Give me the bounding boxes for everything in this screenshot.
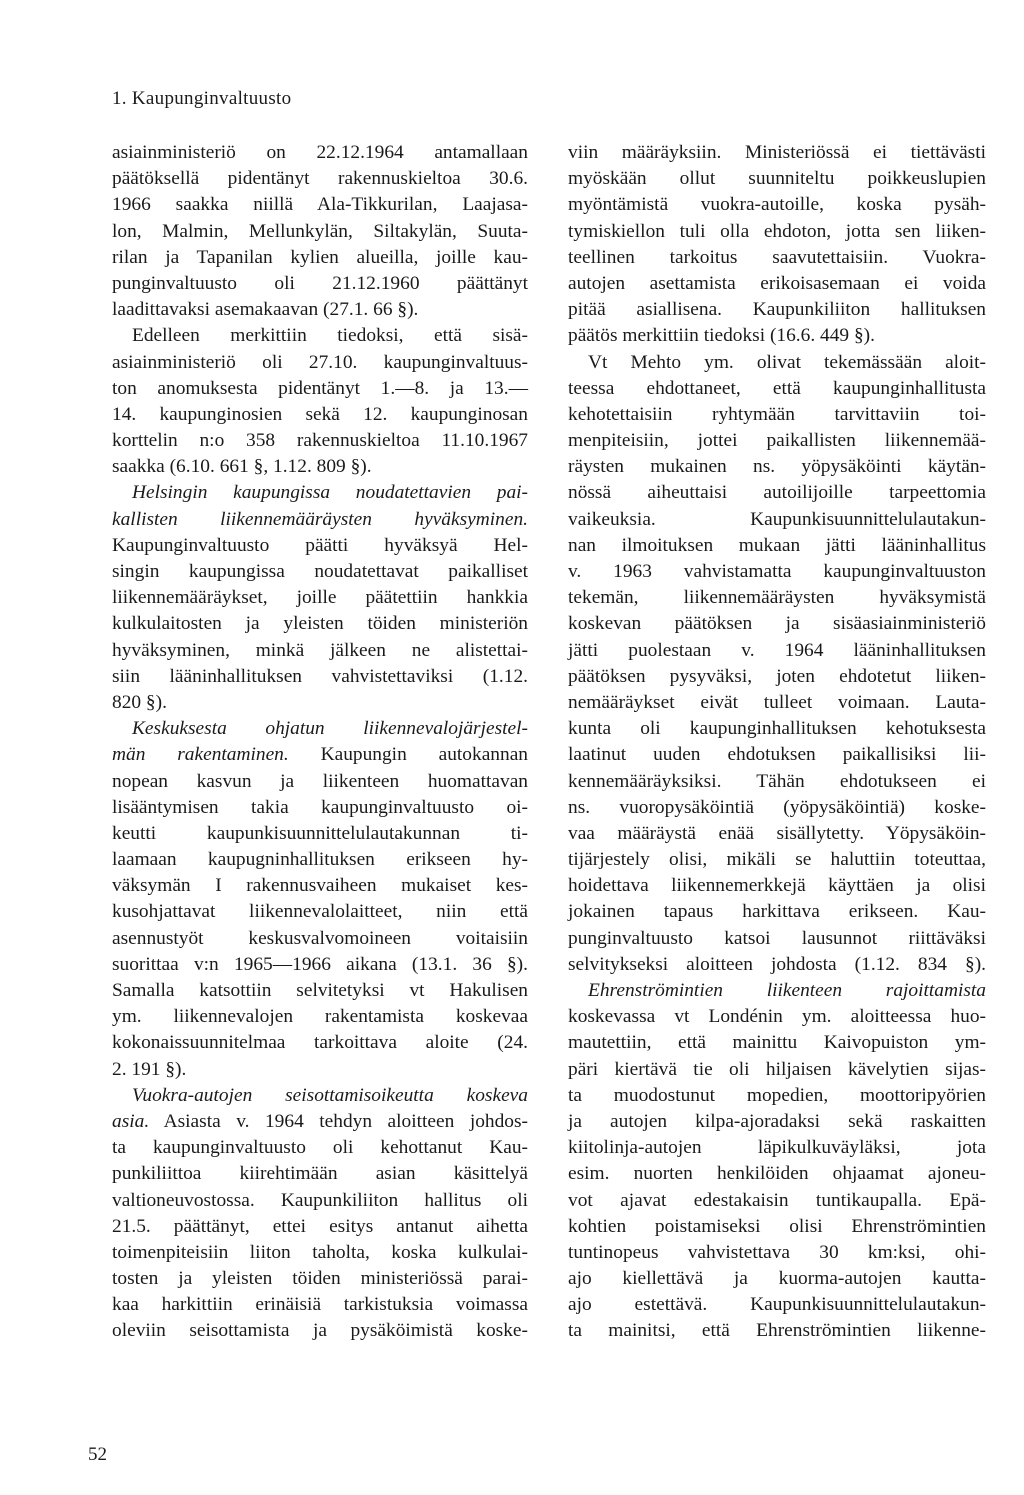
text-line: nopean kasvun ja liikenteen huomattavan — [112, 770, 528, 792]
text-line: ns. vuoropysäköintiä (yöpysäköintiä) koske- — [568, 796, 986, 818]
text-line: Helsingin kaupungissa noudatettavien pai- — [132, 482, 528, 504]
text-line: myöskään ollut suunniteltu poikkeuslupien — [568, 168, 986, 190]
text-line: punginvaltuusto katsoi lausunnot riittäväksi — [568, 927, 986, 949]
text-line: päätös merkittiin tiedoksi (16.6. 449 §). — [568, 325, 875, 347]
text-line: tuntinopeus vahvistettava 30 km:ksi, ohi- — [568, 1241, 986, 1263]
text-line: Kaupunginvaltuusto päätti hyväksyä Hel- — [112, 534, 528, 556]
text-line: saakka (6.10. 661 §, 1.12. 809 §). — [112, 456, 372, 478]
text-line: Ehrenströmintien liikenteen rajoittamista — [588, 980, 986, 1001]
text-line: laadittavaksi asemakaavan (27.1. 66 §). — [112, 299, 419, 321]
text-line: autojen asettamista erikoisasemaan ei voida — [568, 272, 986, 294]
text-line: laamaan kaupugninhallituksen erikseen hy- — [112, 849, 528, 871]
text-line: suorittaa v:n 1965—1966 aikana (13.1. 36 §). — [112, 953, 528, 975]
text-line: Edelleen merkittiin tiedoksi, että sisä- — [132, 325, 528, 347]
text-line: korttelin n:o 358 rakennuskieltoa 11.10.1967 — [112, 430, 528, 452]
text-line: teellinen tarkoitus saavutettaisiin. Vuokra- — [568, 246, 986, 268]
text-line: tymiskiellon tuli olla ehdoton, jotta sen liiken- — [568, 220, 986, 242]
text-line — [112, 742, 528, 768]
text-line: liikennemääräykset, joille päätettiin hankkia — [112, 587, 528, 609]
text-line: kehotettaisiin ryhtymään tarvittaviin toi- — [568, 403, 986, 425]
text-line: nössä aiheuttaisi autoilijoille tarpeettomia — [568, 482, 986, 504]
text-line: 14. kaupunginosien sekä 12. kaupunginosan — [112, 403, 528, 425]
text-line: ja autojen kilpa-ajoradaksi sekä raskaitten — [568, 1110, 986, 1132]
text-line: Samalla katsottiin selvitetyksi vt Hakulisen — [112, 980, 528, 1001]
text-line: ta mainitsi, että Ehrenströmintien liikenne- — [568, 1320, 986, 1342]
text-line: lisääntymisen takia kaupunginvaltuusto oi- — [112, 796, 528, 818]
text-line: asiainministeriö oli 27.10. kaupunginvaltuus- — [112, 351, 528, 373]
italic-heading: asia. — [112, 1110, 150, 1132]
text-line: kiitolinja-autojen läpikulkuväyläksi, jota — [568, 1137, 986, 1159]
text-line: jokainen tapaus harkittava erikseen. Kau- — [568, 901, 986, 923]
text-line: teessa ehdottaneet, että kaupunginhallitusta — [568, 377, 986, 399]
text-line: ym. liikennevalojen rakentamista koskevaa — [112, 1006, 528, 1028]
text-line: ajo kiellettävä ja kuorma-autojen kautta- — [568, 1268, 986, 1290]
text-line: kusohjattavat liikennevalolaitteet, niin että — [112, 901, 528, 923]
text-line: räysten mukainen ns. yöpysäköinti käytän- — [568, 456, 986, 478]
text-line: vot ajavat edestakaisin tuntikaupalla. Epä- — [568, 1189, 986, 1211]
text-line: punginvaltuusto oli 21.12.1960 päättänyt — [112, 272, 528, 294]
text-line: 820 §). — [112, 691, 167, 713]
text-line: hoidettava liikennemerkkejä käyttäen ja olisi — [568, 875, 986, 897]
text-line: Vt Mehto ym. olivat tekemässään aloit- — [588, 351, 986, 373]
line-continuation: Kaupungin autokannan — [288, 744, 528, 766]
text-line: valtioneuvostossa. Kaupunkiliiton hallitus oli — [112, 1189, 528, 1211]
italic-heading: män rakentaminen. — [112, 744, 289, 766]
text-line: mautettiin, että mainittu Kaivopuiston ym- — [568, 1032, 986, 1054]
text-line: tijärjestely olisi, mikäli se haluttiin toteuttaa, — [568, 849, 986, 871]
text-line: pitää asiallisena. Kaupunkiliiton hallituksen — [568, 299, 986, 321]
text-line: keutti kaupunkisuunnittelulautakunnan ti- — [112, 822, 528, 844]
text-line: oleviin seisottamista ja pysäköimistä koske- — [112, 1320, 528, 1342]
text-line: siin lääninhallituksen vahvistettaviksi (1.12. — [112, 665, 528, 687]
text-line: päätöksellä pidentänyt rakennuskieltoa 30.6. — [112, 168, 528, 190]
text-line: kohtien poistamiseksi olisi Ehrenströmintien — [568, 1215, 986, 1237]
text-line: selvitykseksi aloitteen johdosta (1.12. 834 §). — [568, 953, 986, 975]
text-line: koskevassa vt Londénin ym. aloitteessa huo- — [568, 1006, 986, 1028]
line-continuation: Asiasta v. 1964 tehdyn aloitteen johdos- — [149, 1110, 528, 1132]
text-line: vaikeuksia. Kaupunkisuunnittelulautakun- — [568, 508, 986, 530]
text-line: kunta oli kaupunginhallituksen kehotuksesta — [568, 718, 986, 740]
text-line: ajo estettävä. Kaupunkisuunnittelulautakun- — [568, 1294, 986, 1316]
text-line: kaa harkittiin erinäisiä tarkistuksia voimassa — [112, 1294, 528, 1316]
text-line: väksymän I rakennusvaiheen mukaiset kes- — [112, 875, 528, 897]
text-line: singin kaupungissa noudatettavat paikalliset — [112, 561, 528, 582]
text-line: laatinut uuden ehdotuksen paikallisiksi lii- — [568, 744, 986, 766]
text-line: myöntämistä vuokra-autoille, koska pysäh- — [568, 194, 986, 216]
right-column — [568, 140, 986, 1345]
text-line: esim. nuorten henkilöiden ohjaamat ajoneu- — [568, 1163, 986, 1185]
text-line: kokonaissuunnitelmaa tarkoittava aloite (24. — [112, 1032, 528, 1054]
text-line: jätti puolestaan v. 1964 lääninhallituksen — [568, 639, 986, 661]
text-line: nemääräykset eivät tulleet voimaan. Lauta- — [568, 691, 986, 713]
text-line: asennustyöt keskusvalvomoineen voitaisiin — [112, 927, 528, 949]
text-line: lon, Malmin, Mellunkylän, Siltakylän, Suuta- — [112, 220, 528, 242]
text-line: punkiliittoa kiirehtimään asian käsittelyä — [112, 1163, 528, 1185]
text-line: kulkulaitosten ja yleisten töiden ministeriön — [112, 613, 528, 635]
text-line: ton anomuksesta pidentänyt 1.—8. ja 13.— — [112, 377, 528, 399]
text-line: menpiteisiin, jottei paikallisten liikennemää- — [568, 430, 986, 452]
text-line: koskevan päätöksen ja sisäasiainministeriö — [568, 613, 986, 635]
text-line: ta muodostunut mopedien, moottoripyörien — [568, 1084, 986, 1106]
text-line: v. 1963 vahvistamatta kaupunginvaltuuston — [568, 561, 986, 582]
text-line: 1966 saakka niillä Ala-Tikkurilan, Laajasa- — [112, 194, 528, 216]
text-line: päätöksen pysyväksi, joten ehdotetut liiken- — [568, 665, 986, 687]
text-line: ta kaupunginvaltuusto oli kehottanut Kau- — [112, 1137, 528, 1159]
left-column — [112, 140, 528, 1345]
text-line: tekemän, liikennemääräysten hyväksymistä — [568, 587, 986, 609]
text-line: nan ilmoituksen mukaan jätti lääninhallitus — [568, 534, 986, 556]
running-header: 1. Kaupunginvaltuusto — [112, 88, 292, 109]
text-line: kennemääräyksiksi. Tähän ehdotukseen ei — [568, 770, 986, 792]
text-line: päri kiertävä tie oli hiljaisen kävelytien sijas- — [568, 1058, 986, 1080]
text-line: Keskuksesta ohjatun liikennevalojärjestel- — [132, 718, 528, 740]
text-line: toimenpiteisiin liiton taholta, koska kulkulai- — [112, 1241, 528, 1263]
page-number: 52 — [88, 1444, 107, 1465]
text-line — [112, 1109, 528, 1135]
text-line: viin määräyksiin. Ministeriössä ei tiettävästi — [568, 142, 986, 163]
text-line: rilan ja Tapanilan kylien alueilla, joille kau- — [112, 246, 528, 268]
text-line: Vuokra-autojen seisottamisoikeutta koskeva — [132, 1084, 528, 1106]
text-line: hyväksyminen, minkä jälkeen ne alistettai- — [112, 639, 528, 661]
text-line: asiainministeriö on 22.12.1964 antamallaan — [112, 142, 528, 163]
text-line: 21.5. päättänyt, ettei esitys antanut aihetta — [112, 1215, 528, 1237]
text-line: 2. 191 §). — [112, 1058, 187, 1080]
text-line: vaa määräystä enää sisällytetty. Yöpysäköin- — [568, 822, 986, 844]
text-line: kallisten liikennemääräysten hyväksyminen. — [112, 508, 528, 530]
text-line: tosten ja yleisten töiden ministeriössä parai- — [112, 1268, 528, 1290]
